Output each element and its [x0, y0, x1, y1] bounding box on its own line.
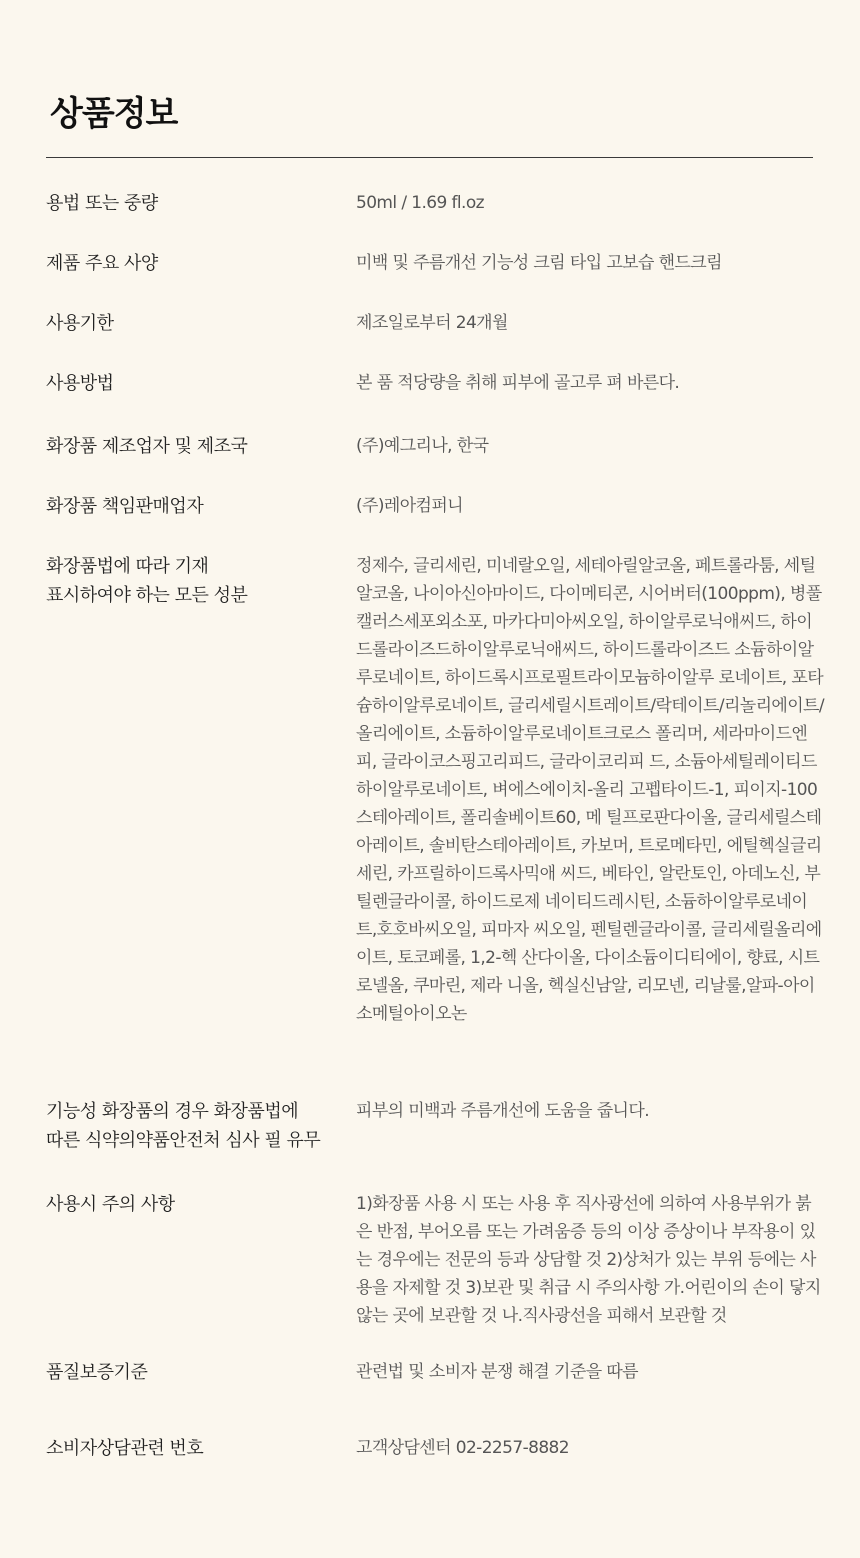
- info-value: 50ml / 1.69 fl.oz: [356, 193, 484, 213]
- info-value: 정제수, 글리세린, 미네랄오일, 세테아릴알코올, 페트롤라툼, 세틸알코올, 나이아신아마이드, 다이메티콘, 시어버터(100ppm), 병풀캘러스세포외소포, 마카다미아씨오일, 하이알루로닉애씨드, 하이드롤라이즈드하이알루로닉애씨드, 하이드롤라이즈드 소듐하이알루로네이트, 하이드록시프로필트라이모늄하이알루 로네이트, 포타슘하이알루로네이트, 글리세릴시트레이트/락테이트/리놀리에이트/올리에이트, 소듐하이알루로네이트크로스 폴리머, 세라마이드엔피, 글라이코스핑고리피드, 글라이코리피 드, 소듐아세틸레이티드하이알루로네이트, 벼에스에이치-올리 고펩타이드-1, 피이지-100스테아레이트, 폴리솔베이트60, 메 틸프로판다이올, 글리세릴스테아레이트, 솔비탄스테아레이트, 카보머, 트로메타민, 에틸헥실글리세린, 카프릴하이드록사믹애 씨드, 베타인, 알란토인, 아데노신, 부틸렌글라이콜, 하이드로제 네이티드레시틴, 소듐하이알루로네이트,호호바씨오일, 피마자 씨오일, 펜틸렌글라이콜, 글리세릴올리에이트, 토코페롤, 1,2-헥 산다이올, 다이소듐이디티에이, 향료, 시트로넬올, 쿠마린, 제라 니올, 헥실신남알, 리모넨, 리날룰,알파-아이소메틸아이오논: [356, 556, 825, 1024]
- info-label: 제품 주요 사양: [46, 253, 158, 274]
- page-title: 상품정보: [50, 94, 178, 134]
- info-label: 사용시 주의 사항: [46, 1194, 175, 1215]
- info-label: 소비자상담관련 번호: [46, 1438, 204, 1459]
- info-label: 기능성 화장품의 경우 화장품법에 따른 식약의약품안전처 심사 필 유무: [46, 1101, 321, 1151]
- info-label: 용법 또는 중량: [46, 193, 158, 214]
- info-label: 품질보증기준: [46, 1362, 148, 1383]
- title-divider: [46, 157, 813, 158]
- info-value: 피부의 미백과 주름개선에 도움을 줍니다.: [356, 1101, 649, 1121]
- info-value: (주)예그리나, 한국: [356, 436, 489, 456]
- info-value: 제조일로부터 24개월: [356, 313, 508, 333]
- info-value: 본 품 적당량을 취해 피부에 골고루 펴 바른다.: [356, 373, 680, 393]
- info-value: 1)화장품 사용 시 또는 사용 후 직사광선에 의하여 사용부위가 붉은 반점, 부어오름 또는 가려움증 등의 이상 증상이나 부작용이 있는 경우에는 전문의 등과 상담할 것 2)상처가 있는 부위 등에는 사용을 자제할 것 3)보관 및 취급 시 주의사항 가.어린이의 손이 닿지 않는 곳에 보관할 것 나.직사광선을 피해서 보관할 것: [356, 1194, 821, 1326]
- info-label: 사용방법: [46, 373, 114, 394]
- info-value: 미백 및 주름개선 기능성 크림 타입 고보습 핸드크림: [356, 253, 722, 273]
- info-label: 화장품 책임판매업자: [46, 496, 204, 517]
- info-value: (주)레아컴퍼니: [356, 496, 463, 516]
- info-value: 고객상담센터 02-2257-8882: [356, 1438, 569, 1458]
- info-label: 사용기한: [46, 313, 114, 334]
- info-value: 관련법 및 소비자 분쟁 해결 기준을 따름: [356, 1362, 638, 1382]
- info-label: 화장품법에 따라 기재 표시하여야 하는 모든 성분: [46, 556, 248, 606]
- info-label: 화장품 제조업자 및 제조국: [46, 436, 248, 457]
